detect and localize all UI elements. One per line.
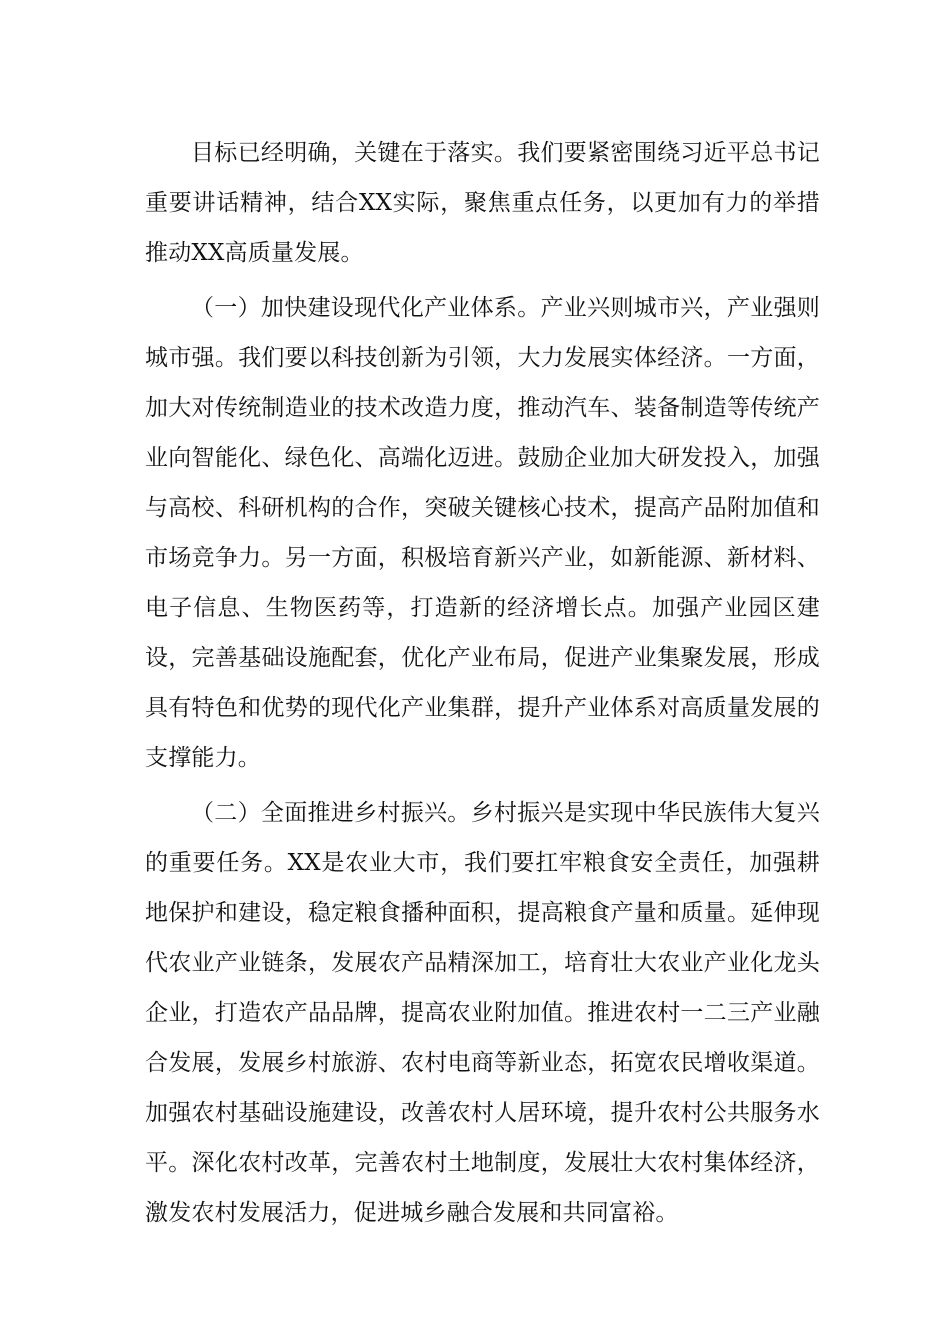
paragraph-industry-system: （一）加快建设现代化产业体系。产业兴则城市兴，产业强则城市强。我们要以科技创新为引领，大力发展实体经济。一方面，加大对传统制造业的技术改造力度，推动汽车、装备制造等传统产业向智能化、绿色化、高端化迈进。鼓励企业加大研发投入，加强与高校、科研机构的合作，突破关键核心技术，提高产品附加值和市场竞争力。另一方面，积极培育新兴产业，如新能源、新材料、电子信息、生物医药等，打造新的经济增长点。加强产业园区建设，完善基础设施配套，优化产业布局，促进产业集聚发展，形成具有特色和优势的现代化产业集群，提升产业体系对高质量发展的支撑能力。 <box>145 295 820 771</box>
document-page <box>145 128 820 1243</box>
paragraph-intro: 目标已经明确，关键在于落实。我们要紧密围绕习近平总书记重要讲话精神，结合XX实际，聚焦重点任务，以更加有力的举措推动XX高质量发展。 <box>145 140 820 266</box>
paragraph-rural-revitalization: （二）全面推进乡村振兴。乡村振兴是实现中华民族伟大复兴的重要任务。XX是农业大市，我们要扛牢粮食安全责任，加强耕地保护和建设，稳定粮食播种面积，提高粮食产量和质量。延伸现代农业产业链条，发展农产品精深加工，培育壮大农业产业化龙头企业，打造农产品品牌，提高农业附加值。推进农村一二三产业融合发展，发展乡村旅游、农村电商等新业态，拓宽农民增收渠道。加强农村基础设施建设，改善农村人居环境，提升农村公共服务水平。深化农村改革，完善农村土地制度，发展壮大农村集体经济，激发农村发展活力，促进城乡融合发展和共同富裕。 <box>145 800 820 1226</box>
